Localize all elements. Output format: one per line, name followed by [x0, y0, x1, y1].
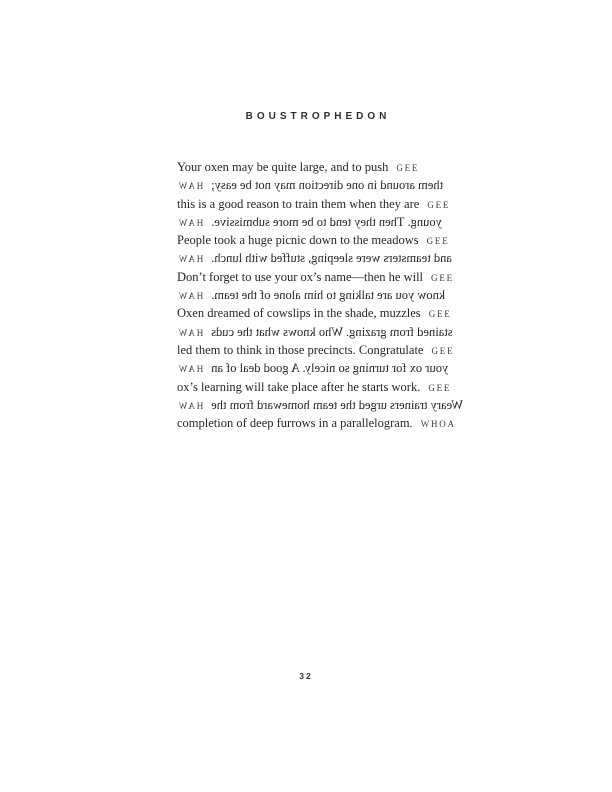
ox-command-smallcaps: GEE — [431, 345, 455, 356]
ox-command-smallcaps: HAW — [177, 327, 204, 338]
poem-line — [177, 342, 454, 360]
poem-line-mirrored — [177, 214, 442, 232]
page-number: 32 — [299, 671, 313, 681]
poem-title: BOUSTROPHEDON — [245, 111, 391, 122]
poem-line-mirrored — [177, 360, 448, 378]
ox-command-smallcaps: WHOA — [420, 419, 456, 430]
ox-command-smallcaps: GEE — [428, 382, 452, 393]
ox-command-smallcaps: GEE — [431, 272, 454, 283]
poem-line-mirrored — [177, 177, 443, 195]
poem-line-mirrored — [177, 287, 445, 305]
poem-line-text: stained from grazing. Who knows what the cuds — [211, 324, 453, 339]
poem-line — [177, 159, 419, 177]
poem-line-text: Don’t forget to use your ox’s name—then he will — [177, 269, 424, 284]
poem-line-text: People took a huge picnic down to the meadows — [177, 233, 419, 248]
ox-command-smallcaps: HAW — [177, 217, 204, 228]
poem-line-text: ox’s learning will take place after he starts work. — [177, 379, 421, 394]
poem-line-text: Weary trainers urged the team homeward from the — [211, 397, 463, 412]
poem-line — [177, 196, 450, 214]
poem-line-text: know you are talking to him alone of the team. — [211, 288, 446, 303]
poem-line-text: and teamsters were sleeping, stuffed with lunch. — [211, 251, 452, 266]
poem-line-text: completion of deep furrows in a parallelogram. — [177, 416, 413, 431]
poem-line — [177, 269, 454, 287]
poem-line-text: Oxen dreamed of cowslips in the shade, muzzles — [177, 306, 421, 321]
poem-line-text: your ox for turning so nicely. A good deal of an — [211, 361, 449, 376]
ox-command-smallcaps: GEE — [428, 309, 452, 320]
poem-line-text: this is a good reason to train them when they are — [177, 196, 420, 211]
poem-line-text: led them to think in those precincts. Congratulate — [177, 342, 424, 357]
ox-command-smallcaps: HAW — [177, 254, 204, 265]
poem-body — [177, 159, 463, 433]
ox-command-smallcaps: GEE — [427, 199, 451, 210]
poem-line-mirrored — [177, 250, 452, 268]
poem-line-mirrored — [177, 397, 463, 415]
ox-command-smallcaps: HAW — [177, 181, 204, 192]
poem-line-text: young. Then they tend to be more submissive. — [211, 214, 442, 229]
ox-command-smallcaps: HAW — [177, 364, 204, 375]
poem-line — [177, 305, 452, 323]
ox-command-smallcaps: HAW — [177, 291, 204, 302]
poem-line — [177, 415, 456, 433]
ox-command-smallcaps: GEE — [396, 163, 420, 173]
poem-line-text: Your oxen may be quite large, and to push — [177, 160, 389, 174]
poem-line — [177, 232, 450, 250]
poem-line-text: them around in one direction may not be easy; — [211, 178, 444, 193]
ox-command-smallcaps: HAW — [177, 400, 204, 411]
poem-line — [177, 379, 451, 397]
ox-command-smallcaps: GEE — [426, 236, 450, 247]
poem-line-mirrored — [177, 324, 453, 342]
